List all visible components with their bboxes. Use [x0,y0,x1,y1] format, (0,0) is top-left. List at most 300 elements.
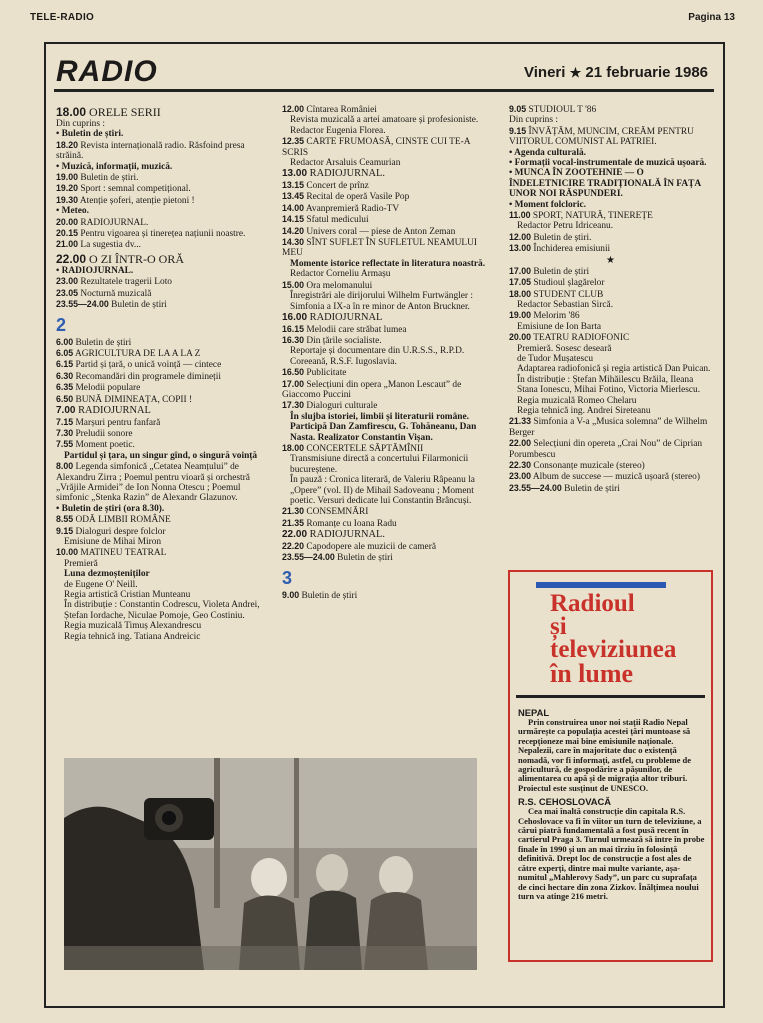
program-title: ÎNVĂȚĂM, MUNCIM, CREĂM PENTRU VIITORUL COMUNIST AL PATRIEI. [509,126,694,148]
program-time: 16.15 [282,323,305,334]
program-time: 22.00 [509,438,532,449]
program-title: Univers coral — piese de Anton Zeman [306,226,456,237]
program-title: CARTE FRUMOASĂ, CINSTE CUI TE-A SCRIS [282,137,470,158]
program-entry [56,439,266,450]
program-entry [282,541,490,552]
program-entry [282,379,490,401]
star-icon: ★ [569,65,582,80]
program-title: SPORT, NATURĂ, TINEREȚE [532,211,653,222]
program-time: 21.00 [56,239,79,250]
program-title: Moment poetic. [75,440,135,451]
news-paragraph: Prin construirea unor noi stații Radio Nepal urmărește ca populația acestei țări muntoase să recepționeze mai bine emisiunile naționale. Nepalezii, care în majoritate duc o existență nomadă, vor fi informați, astfel, cu probleme de agricultură, de gospodărire a pășunilor, de alimentarea cu apă și de migrația altor triburi. Proiectul este susținut de UNESCO. [518,717,691,793]
program-title: Rezultatele tragerii Loto [80,277,172,288]
program-entry [509,483,712,494]
page-number: Pagina 13 [688,12,735,23]
program-title: Emisiune de Ion Barta [517,321,602,332]
program-title: Închiderea emisiunii [533,244,611,255]
program-title: Premieră [64,558,98,569]
program-time: 14.20 [282,225,305,236]
program-time: 6.05 [56,347,74,358]
program-title: În pauză : Cronica literară, de Valeriu Râpeanu la „Opere” (vol. II) de Mihail Sadoveanu ; Moment poetic. Versuri dedicate lui Constantin Brâncuși. [290,475,475,506]
program-time: 19.30 [56,194,79,205]
program-time: 6.50 [56,393,74,404]
program-entry [509,332,712,343]
program-title: RADIOJURNAL. [309,529,385,541]
program-time: 7.30 [56,427,74,438]
program-column-2 [282,104,490,601]
program-title: • Buletin de știri. [56,129,124,140]
program-title: Capodopere ale muzicii de cameră [306,541,436,552]
world-news-headline [550,592,676,687]
program-entry [56,276,266,287]
program-entry [509,115,712,125]
program-title: Recomandări din programele dimineții [75,371,221,382]
program-title: Din cuprins : [56,119,105,129]
program-time: 7.15 [56,416,74,427]
program-entry [56,590,266,600]
program-title: Ora melomanului [306,280,373,291]
issue-day: 21 februarie 1986 [585,64,708,81]
program-time: 17.00 [282,378,305,389]
program-entry [56,183,266,194]
program-entry [282,291,490,312]
program-entry [509,104,712,115]
program-entry [282,180,490,191]
program-entry [282,412,490,443]
program-entry [509,289,712,300]
program-time: 21.33 [509,416,532,427]
program-entry [56,632,266,642]
program-entry [509,354,712,364]
program-time: 16.30 [282,334,305,345]
program-title: Album de succese — muzică ușoară (stereo) [532,472,700,483]
program-entry [56,299,266,310]
program-entry [56,359,266,370]
program-title: Pentru vigoarea și tinerețea națiunii noastre. [80,229,246,240]
program-title: Legenda simfonică „Cetatea Neamțului” de Alexandru Zirra ; Poemul pentru vioară și orchestră „Vrăjile Armidei” de Ion Nonna Otescu ; Poemul simfonic „Stenka Razin” de Alexandr Glazunov. [56,462,250,504]
studio-photo [64,758,477,970]
program-time: 20.00 [509,332,532,343]
program-title: Regia tehnică ing. Andrei Sireteanu [517,405,651,416]
program-title: Studioul șlagărelor [533,278,605,289]
program-time: 7.55 [56,439,74,450]
program-title: Melodii populare [75,383,141,394]
program-title: Regia muzicală Romeo Chelaru [517,395,637,406]
program-title: Melodii care străbat lumea [306,324,407,335]
program-title: Revista internațională radio. Răsfoind presa străină. [56,140,245,162]
program-title: • Moment folcloric. [509,199,586,210]
program-title: • MUNCA ÎN ZOOTEHNIE — O ÎNDELETNICIRE TRADIȚIONALĂ ÎN FAȚA UNOR NOI RĂSPUNDERI. [509,168,701,200]
program-title: SÎNT SUFLET ÎN SUFLETUL NEAMULUI MEU [282,238,478,259]
program-title: de Tudor Mușatescu [517,353,594,364]
program-title: Din țările socialiste. [306,335,382,346]
headline-line-2: și [550,613,567,640]
program-entry [509,300,712,310]
program-entry [56,382,266,393]
program-entry [56,428,266,439]
program-title: La sugestia dv... [80,240,141,251]
program-title: Buletin de știri [111,300,167,311]
program-time: 13.00 [282,168,308,180]
program-title: STUDIOUL T '86 [528,105,597,115]
program-title: RADIOJURNAL [78,404,151,416]
program-entry [56,195,266,206]
program-title: Redactor Arsaluis Ceamurian [290,158,401,169]
program-entry [509,310,712,321]
program-entry [509,416,712,438]
program-entry [509,232,712,243]
program-title: Luna dezmoșteniților [64,569,150,580]
program-time: 9.15 [509,125,527,136]
program-time: 12.00 [282,104,305,114]
masthead [54,52,714,92]
program-title: Revista muzicală a artei amatoare și profesioniste. [290,115,479,126]
program-title: Sfatul medicului [306,215,369,226]
program-entry [509,221,712,231]
program-entry [282,590,490,601]
program-entry [56,217,266,228]
program-title: Buletin de știri. [80,173,139,184]
program-title: Sport : semnal competițional. [80,184,191,195]
program-entry [56,266,266,276]
program-title: Melorim '86 [533,311,580,322]
program-entry [509,168,712,199]
program-entry [509,322,712,332]
program-entry [282,269,490,279]
program-title: Simfonia a V-a „Musica solemna” de Wilhelm Berger [509,417,708,438]
program-time: 12.35 [282,136,305,147]
program-entry [509,471,712,482]
program-time: 17.00 [509,265,532,276]
program-entry [282,280,490,291]
program-title: Consonanțe muzicale (stereo) [533,461,645,471]
program-title: • Agenda culturală. [509,147,586,158]
program-title: Premieră. Sosesc deseară [517,343,612,354]
program-title: Partid și țară, o unică voință — cintece [75,360,222,371]
program-entry [56,371,266,382]
program-title: de Eugene O' Neill. [64,579,138,590]
issue-date [524,64,708,81]
program-title: Redactor Eugenia Florea. [290,125,386,136]
program-time: 17.05 [509,277,532,288]
program-entry [56,337,266,348]
program-title: Selecțiuni din opereta „Crai Nou” de Ciprian Porumbescu [509,439,703,460]
program-time: 16.50 [282,367,305,378]
program-time: 14.15 [282,214,305,225]
news-paragraph: Cea mai înaltă construcție din capitala R.S. Cehoslovace va fi în viitor un turn de televiziune, a cărui piatră fundamentală a fost pusă recent în cartierul Praga 3. Turnul urmează să intre în probe finale în 1990 și un an mai tîrziu în folosință definitivă. Drept loc de construcție a fost ales de către experți, dintre mai multe variante, așa-numitul „Mahlerovy Sady”, un parc cu suprafața de cinci hectare din zona Zizkov. Înălțimea noului turn va atinge 216 metri. [518,806,705,901]
program-time: 7.00 [56,404,76,416]
program-time: 6.30 [56,370,74,381]
program-entry [509,266,712,277]
program-time: 18.00 [509,288,532,299]
day-marker: 2 [56,314,67,335]
world-news-box [508,570,713,962]
program-title: • Muzică, informații, muzică. [56,161,173,172]
star-separator-icon: ★ [606,254,615,266]
program-title: Regia tehnică ing. Tatiana Andreicic [64,631,201,642]
program-time: 23.55—24.00 [56,299,109,310]
program-title: Buletin de știri. [533,232,592,243]
section-label: TELE-RADIO [30,12,95,23]
program-title: Cîntarea României [306,105,377,115]
headline-line-1: Radioul [550,590,635,617]
program-entry [509,396,712,406]
program-title: Regia artistică Cristian Munteanu [64,590,191,601]
program-entry [56,526,266,537]
program-time: 18.00 [56,105,87,119]
program-entry [282,226,490,237]
program-time: 22.30 [509,460,532,470]
program-time: 12.00 [509,231,532,242]
studio-photo-image [64,758,477,970]
program-title: Dialoguri despre folclor [75,526,166,537]
program-time: 18.20 [56,139,79,150]
issue-weekday: Vineri [524,64,566,81]
program-entry [282,214,490,225]
blue-rule-top [536,582,666,588]
program-entry [282,400,490,411]
program-entry [56,600,266,621]
program-entry [282,136,490,158]
page-title: RADIO [56,55,158,88]
program-title: În distribuție : Ștefan Mihăilescu Brăila, Ileana Stana Ionescu, Mihai Fotino, Victoria Mierlescu. [517,374,701,396]
program-time: 10.00 [56,547,79,558]
program-title: • Formații vocal-instrumentale de muzică ușoară. [509,158,707,169]
program-entry [282,475,490,506]
program-time: 16.00 [282,311,308,323]
program-title: CONCERTELE SĂPTĂMÎNII [306,443,424,454]
program-entry [282,312,490,324]
program-time: 23.00 [509,471,532,482]
program-title: STUDENT CLUB [533,289,604,300]
program-entry [56,172,266,183]
program-time: 22.00 [56,251,87,266]
program-title: Buletin de știri [301,590,358,601]
program-entry [282,529,490,541]
program-entry [56,461,266,504]
program-entry [56,569,266,579]
program-entry [56,239,266,250]
program-title: Buletin de știri [75,337,132,348]
program-title: Redactor Petru Idriceanu. [517,221,614,232]
program-time: 13.15 [282,180,305,191]
program-entry [282,324,490,335]
program-time: 9.05 [509,104,527,114]
program-entry [282,191,490,202]
program-entry [282,203,490,214]
program-entry [282,237,490,259]
program-time: 23.00 [56,276,79,287]
program-column-1 [56,104,266,642]
program-entry [56,228,266,239]
world-news-header [516,578,705,698]
program-title: Publicitate [306,368,347,379]
program-time: 21.35 [282,517,305,528]
day-marker: 3 [282,567,293,588]
world-news-body [518,704,705,901]
program-title: Redactor Sebastian Sircă. [517,299,614,310]
headline-line-4: în lume [550,659,634,688]
program-title: Marșuri pentru fanfară [75,417,161,428]
program-entry [509,243,712,254]
program-time: 17.30 [282,400,305,411]
program-entry [56,206,266,216]
program-entry [282,506,490,517]
program-entry [282,518,490,529]
program-time: 6.35 [56,382,74,393]
program-title: Regia muzicală Timuș Alexandrescu [64,621,202,632]
program-title: • RADIOJURNAL. [56,265,134,276]
program-time: 22.00 [282,529,308,541]
program-entry [56,348,266,359]
program-time: 19.00 [509,310,532,321]
program-entry [56,129,266,139]
program-time: 23.55—24.00 [509,482,562,493]
program-title: Emisiune de Mihai Miron [64,537,162,547]
program-entry [56,580,266,590]
program-entry [282,454,490,475]
program-time: 14.00 [282,202,305,213]
program-time: 8.55 [56,514,74,525]
program-title: Buletin de știri [533,266,590,277]
program-entry [56,253,266,266]
page-top-line [0,0,763,30]
program-entry [509,277,712,288]
program-entry [56,394,266,405]
program-title: MATINEU TEATRAL [80,548,167,559]
program-entry [509,344,712,354]
program-time: 19.20 [56,183,79,194]
program-entry [56,451,266,461]
program-time: 9.15 [56,525,74,536]
program-entry [56,504,266,514]
program-time: 14.30 [282,237,305,248]
program-entry [56,537,266,547]
program-entry [56,405,266,417]
program-entry [56,140,266,162]
program-title: Atenție șoferi, atenție pietoni ! [79,195,195,206]
program-title: Transmisiune directă a concertului Filarmonicii bucureștene. [290,454,469,475]
program-title: Partidul și țara, un singur gînd, o singură voință [64,450,258,461]
program-entry [509,148,712,158]
program-title: AGRICULTURA DE LA A LA Z [74,348,201,359]
program-title: Selecțiuni din opera „Manon Lescaut” de Giaccomo Puccini [282,379,462,400]
program-time: 13.45 [282,191,305,202]
program-time: 22.20 [282,540,305,551]
program-title: Înregistrări ale dirijorului Wilhelm Furtwängler : Simfonia a IX-a în re minor de Anton Bruckner. [290,291,473,312]
program-entry [282,346,490,367]
program-title: Momente istorice reflectate în literatura noastră. [290,258,486,269]
program-time: 20.00 [56,216,79,227]
program-column-3 [509,104,712,494]
program-entry [56,106,266,119]
program-entry [282,335,490,346]
program-entry [56,119,266,129]
program-title: Din cuprins : [509,115,558,126]
program-entry [282,158,490,168]
program-entry [282,168,490,180]
program-title: Adaptarea radiofonică și regia artistică Dan Puican. [517,364,711,375]
program-entry [282,126,490,136]
program-title: RADIOJURNAL. [309,168,385,180]
program-title: În slujba istoriei, limbii și literaturii române. Participă Dan Zamfirescu, G. Tohăneanu, Dan Nasta. Realizator Constantin Vișan. [290,411,477,443]
program-title: Romanțe cu Ioana Radu [306,518,397,529]
program-title: O ZI ÎNTR-O ORĂ [89,251,185,266]
program-time: 21.30 [282,506,305,517]
program-time: 19.00 [56,172,79,183]
program-entry [56,621,266,631]
program-time: 6.15 [56,359,74,370]
program-time: 23.55—24.00 [282,552,335,563]
program-time: 6.00 [56,336,74,347]
program-title: ORELE SERII [89,105,161,119]
program-title: Dialoguri culturale [306,401,378,412]
program-entry [509,375,712,396]
program-entry [509,460,712,471]
program-title: Avanpremieră Radio-TV [305,203,400,214]
program-entry [509,126,712,148]
program-entry [509,200,712,210]
program-time: 9.00 [282,589,300,600]
program-title: • Buletin de știri (ora 8.30). [56,503,165,514]
program-entry [282,259,490,269]
program-entry [282,104,490,115]
program-time: 20.15 [56,228,79,239]
program-entry [56,417,266,428]
program-entry [56,547,266,558]
program-title: RADIOJURNAL. [80,217,149,228]
program-title: Nocturnă muzicală [80,288,152,299]
program-title: ODĂ LIMBII ROMÂNE [75,515,171,526]
program-time: 8.00 [56,461,74,472]
news-section-title: NEPAL [518,707,550,718]
program-entry [56,288,266,299]
program-time: 18.00 [282,442,305,453]
program-title: RADIOJURNAL [309,311,383,323]
headline-line-3: televiziunea [550,636,677,663]
program-title: Redactor Corneliu Armașu [290,269,391,280]
program-entry [509,210,712,221]
program-title: Reportaje și documentare din U.R.S.S., R.P.D. Coreeană, R.S.F. Iugoslavia. [290,346,465,367]
program-entry [509,158,712,168]
program-entry [56,559,266,569]
program-time: 11.00 [509,210,531,221]
program-entry [282,115,490,125]
program-title: Recital de operă Vasile Pop [306,192,410,203]
program-title: • Meteo. [56,206,89,217]
program-title: Concert de prînz [306,181,369,192]
program-title: CONSEMNĂRI [306,507,369,518]
program-entry [282,367,490,378]
program-time: 13.00 [509,243,532,254]
program-title: Preludii sonore [75,428,133,439]
program-title: În distribuție : Constantin Codrescu, Violeta Andrei, Ștefan Iordache, Niculae Pomoje, Geo Costiniu. [64,600,260,621]
program-title: Buletin de știri [337,553,393,564]
program-entry [509,406,712,416]
news-section-title: R.S. CEHOSLOVACĂ [518,796,612,808]
program-entry [509,364,712,374]
program-entry [282,443,490,454]
program-entry [56,162,266,172]
program-entry [282,552,490,563]
program-title: BUNĂ DIMINEAȚA, COPII ! [75,394,193,405]
program-entry [56,514,266,525]
program-entry [509,438,712,460]
program-title: Buletin de știri [564,483,620,494]
program-title: TEATRU RADIOFONIC [533,333,630,344]
program-time: 15.00 [282,279,305,290]
program-time: 23.05 [56,287,79,298]
